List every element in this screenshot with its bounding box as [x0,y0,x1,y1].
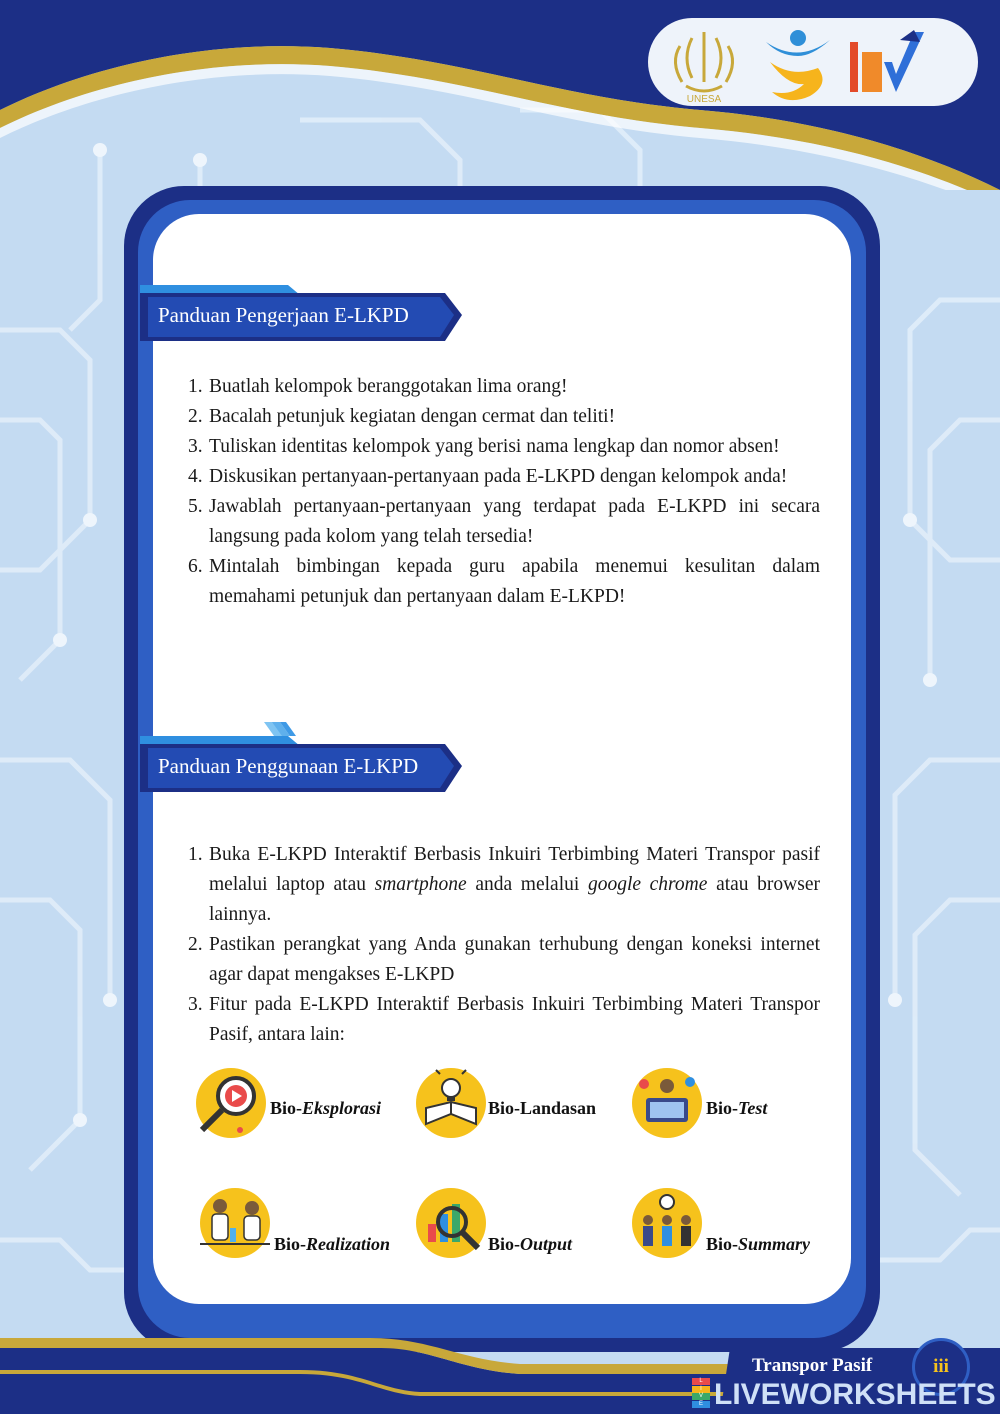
section-banner-penggunaan [140,736,465,796]
page-number: iii [912,1338,970,1396]
list-item: 2. Pastikan perangkat yang Anda gunakan terhubung dengan koneksi internet agar dapat mengakses E-LKPD [188,934,820,985]
section-banner-pengerjaan [140,285,465,345]
computer-quiz-icon [632,1068,702,1138]
instructions-list [188,372,820,612]
section-title: Panduan Penggunaan E-LKPD [158,754,419,778]
feature-bio-eksplorasi [196,1068,406,1140]
list-item: 3. Fitur pada E-LKPD Interaktif Berbasis Inkuiri Terbimbing Materi Transpor Pasif, antara lain: [188,994,820,1045]
usage-list [188,840,820,1050]
feature-label: Bio-Output [488,1234,573,1254]
list-item: 5. Jawablah pertanyaan-pertanyaan yang terdapat pada E-LKPD ini secara langsung pada kolom yang telah tersedia! [188,496,820,547]
footer-title: Transpor Pasif [752,1355,873,1376]
unesa-logo-icon [662,22,746,106]
feature-bio-realization [186,1188,416,1260]
feature-bio-landasan [416,1068,616,1140]
list-item: 1. Buka E-LKPD Interaktif Berbasis Inkuiri Terbimbing Materi Transpor pasif melalui laptop atau smartphone anda melalui google chrome atau browser lainnya. [188,844,820,925]
logo-bar [648,18,978,106]
feature-bio-summary [632,1188,832,1260]
feature-label: Bio-Test [706,1098,768,1118]
feature-bio-output [416,1188,606,1260]
svg-text:UNESA: UNESA [686,94,722,105]
lab-scientists-icon [200,1188,270,1258]
list-item: 3. Tuliskan identitas kelompok yang berisi nama lengkap dan nomor absen! [188,436,780,457]
feature-bio-test [632,1068,792,1140]
banner-chevrons-icon [264,722,298,738]
tut-wuri-logo-icon [752,22,836,106]
feature-label: Bio-Realization [274,1234,391,1254]
video-magnifier-icon [196,1068,266,1138]
list-item: 1. Buatlah kelompok beranggotakan lima orang! [188,376,568,397]
feature-label: Bio-Eksplorasi [270,1098,382,1118]
liveworksheets-watermark: LIVEWORKSHEETS [714,1378,996,1411]
lkpd-logo-icon [844,22,928,106]
list-item: 6. Mintalah bimbingan kepada guru apabila menemui kesulitan dalam memahami petunjuk dan pertanyaan dalam E-LKPD! [188,556,820,607]
chart-magnifier-icon [416,1188,486,1258]
team-idea-icon [632,1188,702,1258]
feature-label: Bio-Landasan [488,1098,597,1118]
liveworksheets-badge-icon: L I V E [692,1378,710,1408]
section-title: Panduan Pengerjaan E-LKPD [158,303,409,327]
list-item: 2. Bacalah petunjuk kegiatan dengan cermat dan teliti! [188,406,616,427]
list-item: 4. Diskusikan pertanyaan-pertanyaan pada E-LKPD dengan kelompok anda! [188,466,788,487]
feature-label: Bio-Summary [706,1234,811,1254]
book-lightbulb-icon [416,1068,486,1138]
